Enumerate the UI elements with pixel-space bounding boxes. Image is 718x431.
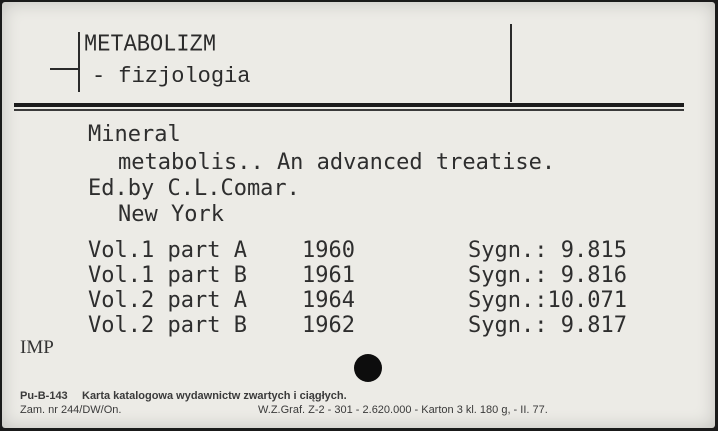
title-line-1: Mineral bbox=[88, 122, 181, 147]
footer-form-code: Pu-B-143 bbox=[20, 390, 68, 402]
volume-label: Vol.1 part B bbox=[88, 263, 247, 288]
volume-label: Vol.1 part A bbox=[88, 238, 247, 263]
volume-label: Vol.2 part B bbox=[88, 313, 247, 338]
volume-label: Vol.2 part A bbox=[88, 288, 247, 313]
header-right-rule bbox=[510, 24, 512, 102]
volume-call-number: Sygn.: 9.816 bbox=[468, 263, 627, 288]
volume-call-number: Sygn.: 9.815 bbox=[468, 238, 627, 263]
volume-call-number: Sygn.:10.071 bbox=[468, 288, 627, 313]
header-divider-thick bbox=[14, 103, 684, 107]
header-tick-rule bbox=[50, 68, 80, 70]
volume-year: 1962 bbox=[302, 313, 355, 338]
header-divider-thin bbox=[14, 109, 684, 111]
volume-year: 1961 bbox=[302, 263, 355, 288]
volume-call-number: Sygn.: 9.817 bbox=[468, 313, 627, 338]
catalog-card bbox=[2, 2, 715, 428]
footer-printer-info: W.Z.Graf. Z-2 - 301 - 2.620.000 - Karton 3 kl. 180 g, - II. 77. bbox=[258, 404, 548, 416]
imp-marker: IMP bbox=[20, 337, 54, 358]
volume-year: 1960 bbox=[302, 238, 355, 263]
editor-line: Ed.by C.L.Comar. bbox=[88, 176, 300, 201]
header-left-rule bbox=[78, 32, 80, 92]
title-line-2: metabolis.. An advanced treatise. bbox=[118, 150, 556, 175]
volume-year: 1964 bbox=[302, 288, 355, 313]
footer-order-number: Zam. nr 244/DW/On. bbox=[20, 404, 122, 416]
place-line: New York bbox=[118, 202, 224, 227]
punch-hole bbox=[354, 354, 382, 382]
footer-form-title: Karta katalogowa wydawnictw zwartych i ciągłych. bbox=[82, 390, 347, 402]
subject-heading: METABOLIZM bbox=[84, 30, 217, 59]
subject-subdivision: - fizjologia bbox=[92, 64, 251, 89]
